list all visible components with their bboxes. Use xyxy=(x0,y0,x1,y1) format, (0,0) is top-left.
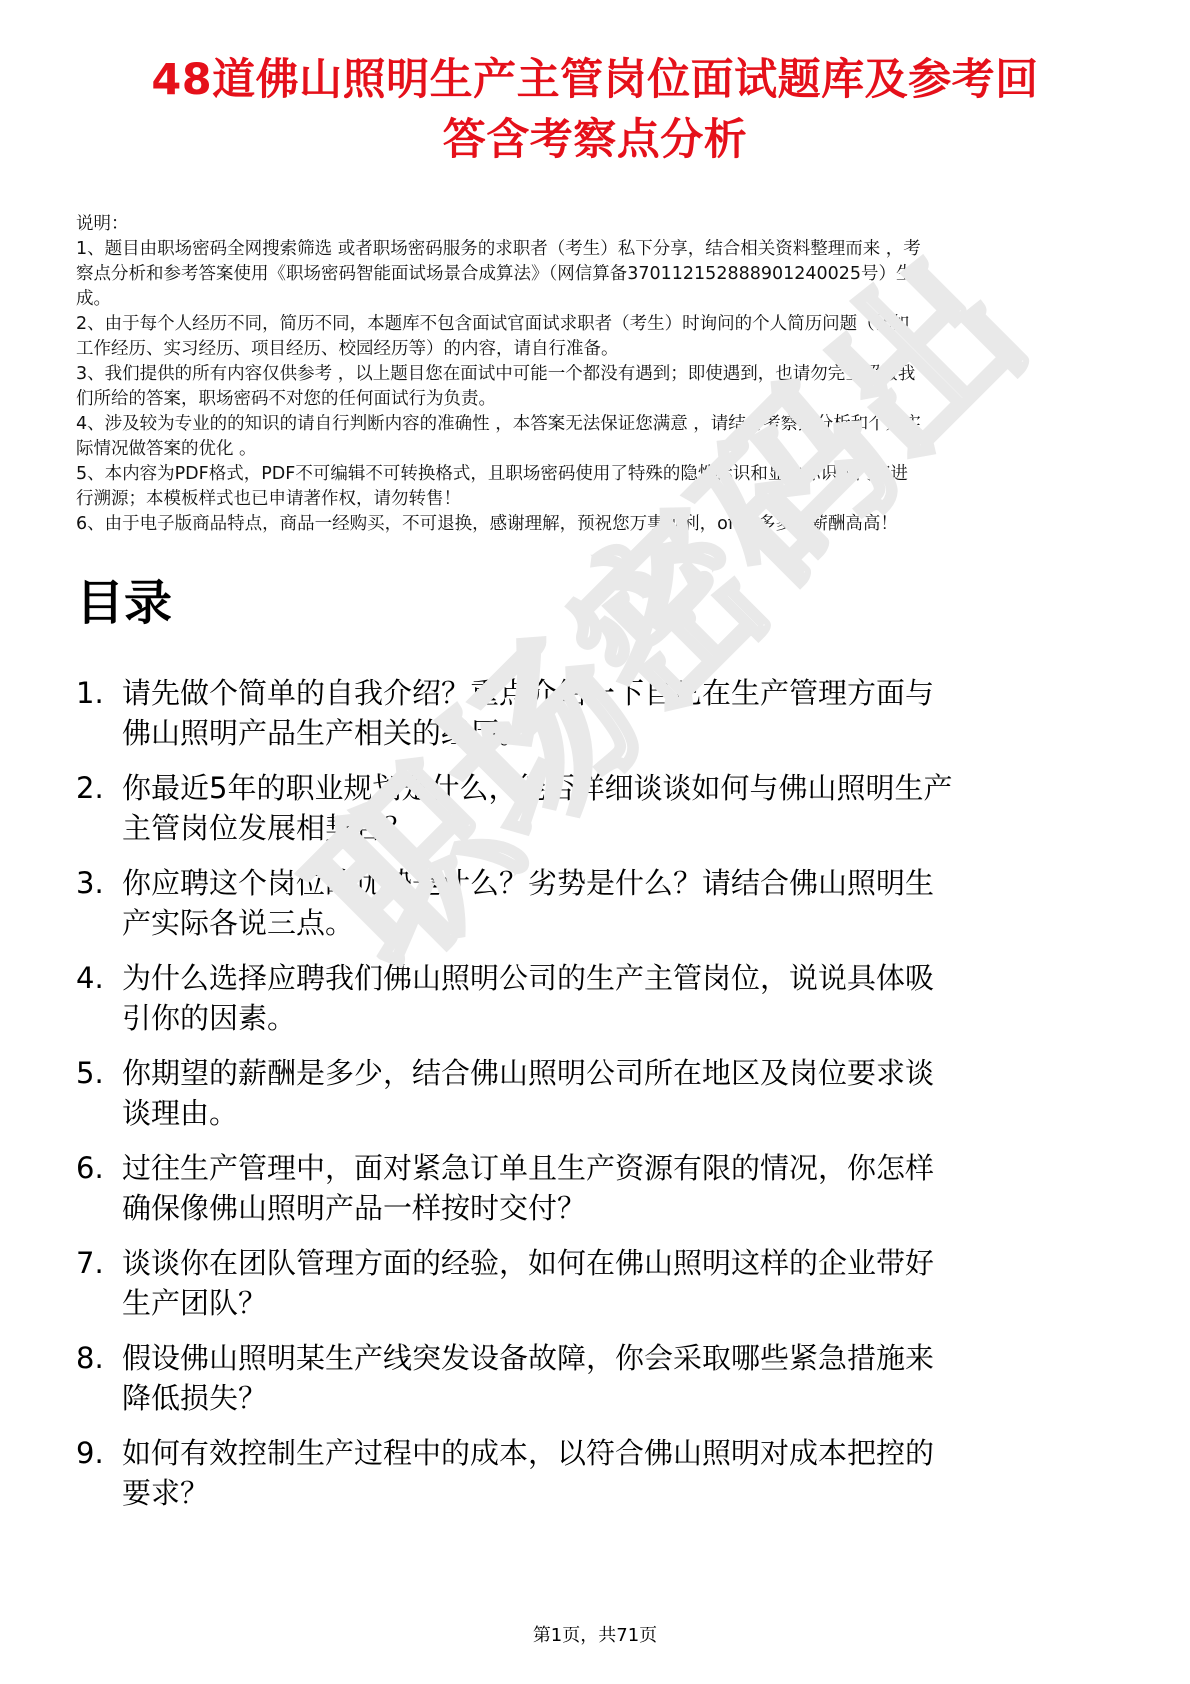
toc-item-3[interactable] xyxy=(76,863,1114,943)
instructions-block xyxy=(76,212,1114,537)
toc-item-line: 如何有效控制生产过程中的成本，以符合佛山照明对成本把控的 xyxy=(122,1436,935,1470)
toc-item-number: 3. xyxy=(76,866,104,900)
toc-item-number: 8. xyxy=(76,1341,104,1375)
toc-item-line: 生产团队？ xyxy=(122,1286,268,1320)
page-footer xyxy=(0,1624,1190,1648)
toc-item-text xyxy=(122,673,1114,753)
title-line-1: 48道佛山照明生产主管岗位面试题库及参考回 xyxy=(151,55,1039,105)
instruction-line: 察点分析和参考答案使用《职场密码智能面试场景合成算法》（网信算备370112152888901240025号）生 xyxy=(76,264,914,284)
toc-item-number: 9. xyxy=(76,1436,104,1470)
toc-item-line: 引你的因素。 xyxy=(122,1001,297,1035)
page-number: 第1页，共71页 xyxy=(532,1625,658,1646)
toc-item-4[interactable] xyxy=(76,958,1114,1038)
toc-heading: 目录 xyxy=(76,575,173,631)
instruction-line: 行溯源；本模板样式也已申请著作权，请勿转售！ xyxy=(76,489,461,509)
toc-item-line: 请先做个简单的自我介绍？重点介绍一下自己在生产管理方面与 xyxy=(122,676,935,710)
toc-item-line: 要求？ xyxy=(122,1476,210,1510)
toc-item-text xyxy=(122,768,1114,848)
toc-item-5[interactable] xyxy=(76,1053,1114,1133)
toc-item-number: 5. xyxy=(76,1056,104,1090)
watermark-text: 职场密码出品 xyxy=(278,183,1089,1006)
toc-item-number: 6. xyxy=(76,1151,104,1185)
toc-item-text xyxy=(122,1433,1114,1513)
toc-item-9[interactable] xyxy=(76,1433,1114,1513)
toc-item-7[interactable] xyxy=(76,1243,1114,1323)
instruction-line: 3、我们提供的所有内容仅供参考 ，以上题目您在面试中可能一个都没有遇到；即使遇到，也请勿完全照搬我 xyxy=(76,364,916,384)
instruction-line: 们所给的答案，职场密码不对您的任何面试行为负责。 xyxy=(76,389,496,409)
instruction-line: 6、由于电子版商品特点，商品一经购买，不可退换，感谢理解，预祝您万事顺利，offer多多，薪酬高高！ xyxy=(76,514,898,534)
toc-item-line: 你期望的薪酬是多少，结合佛山照明公司所在地区及岗位要求谈 xyxy=(122,1056,935,1090)
toc-item-text xyxy=(122,863,1114,943)
toc-item-line: 主管岗位发展相契合？ xyxy=(122,811,413,845)
toc-item-1[interactable] xyxy=(76,673,1114,753)
instruction-line: 成。 xyxy=(76,289,111,309)
toc-item-text xyxy=(122,1338,1114,1418)
toc-item-text xyxy=(122,1053,1114,1133)
toc-item-text xyxy=(122,958,1114,1038)
instruction-line: 4、涉及较为专业的的知识的请自行判断内容的准确性 ，本答案无法保证您满意 ，请结合考察点分析和个人实 xyxy=(76,414,921,434)
instruction-line: 工作经历、实习经历、项目经历、校园经历等）的内容，请自行准备。 xyxy=(76,339,619,359)
toc-item-number: 7. xyxy=(76,1246,104,1280)
toc-item-8[interactable] xyxy=(76,1338,1114,1418)
toc-item-line: 你应聘这个岗位的优势是什么？劣势是什么？请结合佛山照明生 xyxy=(122,866,935,900)
instruction-line: 2、由于每个人经历不同，简历不同，本题库不包含面试官面试求职者（考生）时询问的个人简历问题（比如 xyxy=(76,314,910,334)
toc-item-text xyxy=(122,1148,1114,1228)
toc-item-text xyxy=(122,1243,1114,1323)
title-line-2: 答含考察点分析 xyxy=(442,115,748,165)
toc-item-line: 谈谈你在团队管理方面的经验，如何在佛山照明这样的企业带好 xyxy=(122,1246,935,1280)
instruction-line: 5、本内容为PDF格式，PDF不可编辑不可转换格式，且职场密码使用了特殊的隐性标识和显性标识对内容进 xyxy=(76,464,908,484)
toc-item-line: 假设佛山照明某生产线突发设备故障，你会采取哪些紧急措施来 xyxy=(122,1341,935,1375)
instruction-line: 际情况做答案的优化 。 xyxy=(76,439,257,459)
toc-item-number: 4. xyxy=(76,961,104,995)
toc-item-line: 为什么选择应聘我们佛山照明公司的生产主管岗位，说说具体吸 xyxy=(122,961,935,995)
toc-item-line: 降低损失？ xyxy=(122,1381,268,1415)
document-title xyxy=(76,0,1114,170)
toc-item-line: 谈理由。 xyxy=(122,1096,239,1130)
toc-item-6[interactable] xyxy=(76,1148,1114,1228)
instructions-heading: 说明： xyxy=(76,214,129,234)
instruction-line: 1、题目由职场密码全网搜索筛选 或者职场密码服务的求职者（考生）私下分享，结合相关资料整理而来 ，考 xyxy=(76,239,921,259)
toc-item-line: 佛山照明产品生产相关的经历。 xyxy=(122,716,529,750)
toc-item-number: 1. xyxy=(76,676,104,710)
toc-item-line: 你最近5年的职业规划是什么，能否详细谈谈如何与佛山照明生产 xyxy=(122,771,953,805)
toc-item-line: 确保像佛山照明产品一样按时交付？ xyxy=(122,1191,587,1225)
toc-item-number: 2. xyxy=(76,771,104,805)
toc-item-line: 产实际各说三点。 xyxy=(122,906,355,940)
toc-item-line: 过往生产管理中，面对紧急订单且生产资源有限的情况，你怎样 xyxy=(122,1151,935,1185)
toc-item-2[interactable] xyxy=(76,768,1114,848)
toc-list xyxy=(76,673,1114,1513)
